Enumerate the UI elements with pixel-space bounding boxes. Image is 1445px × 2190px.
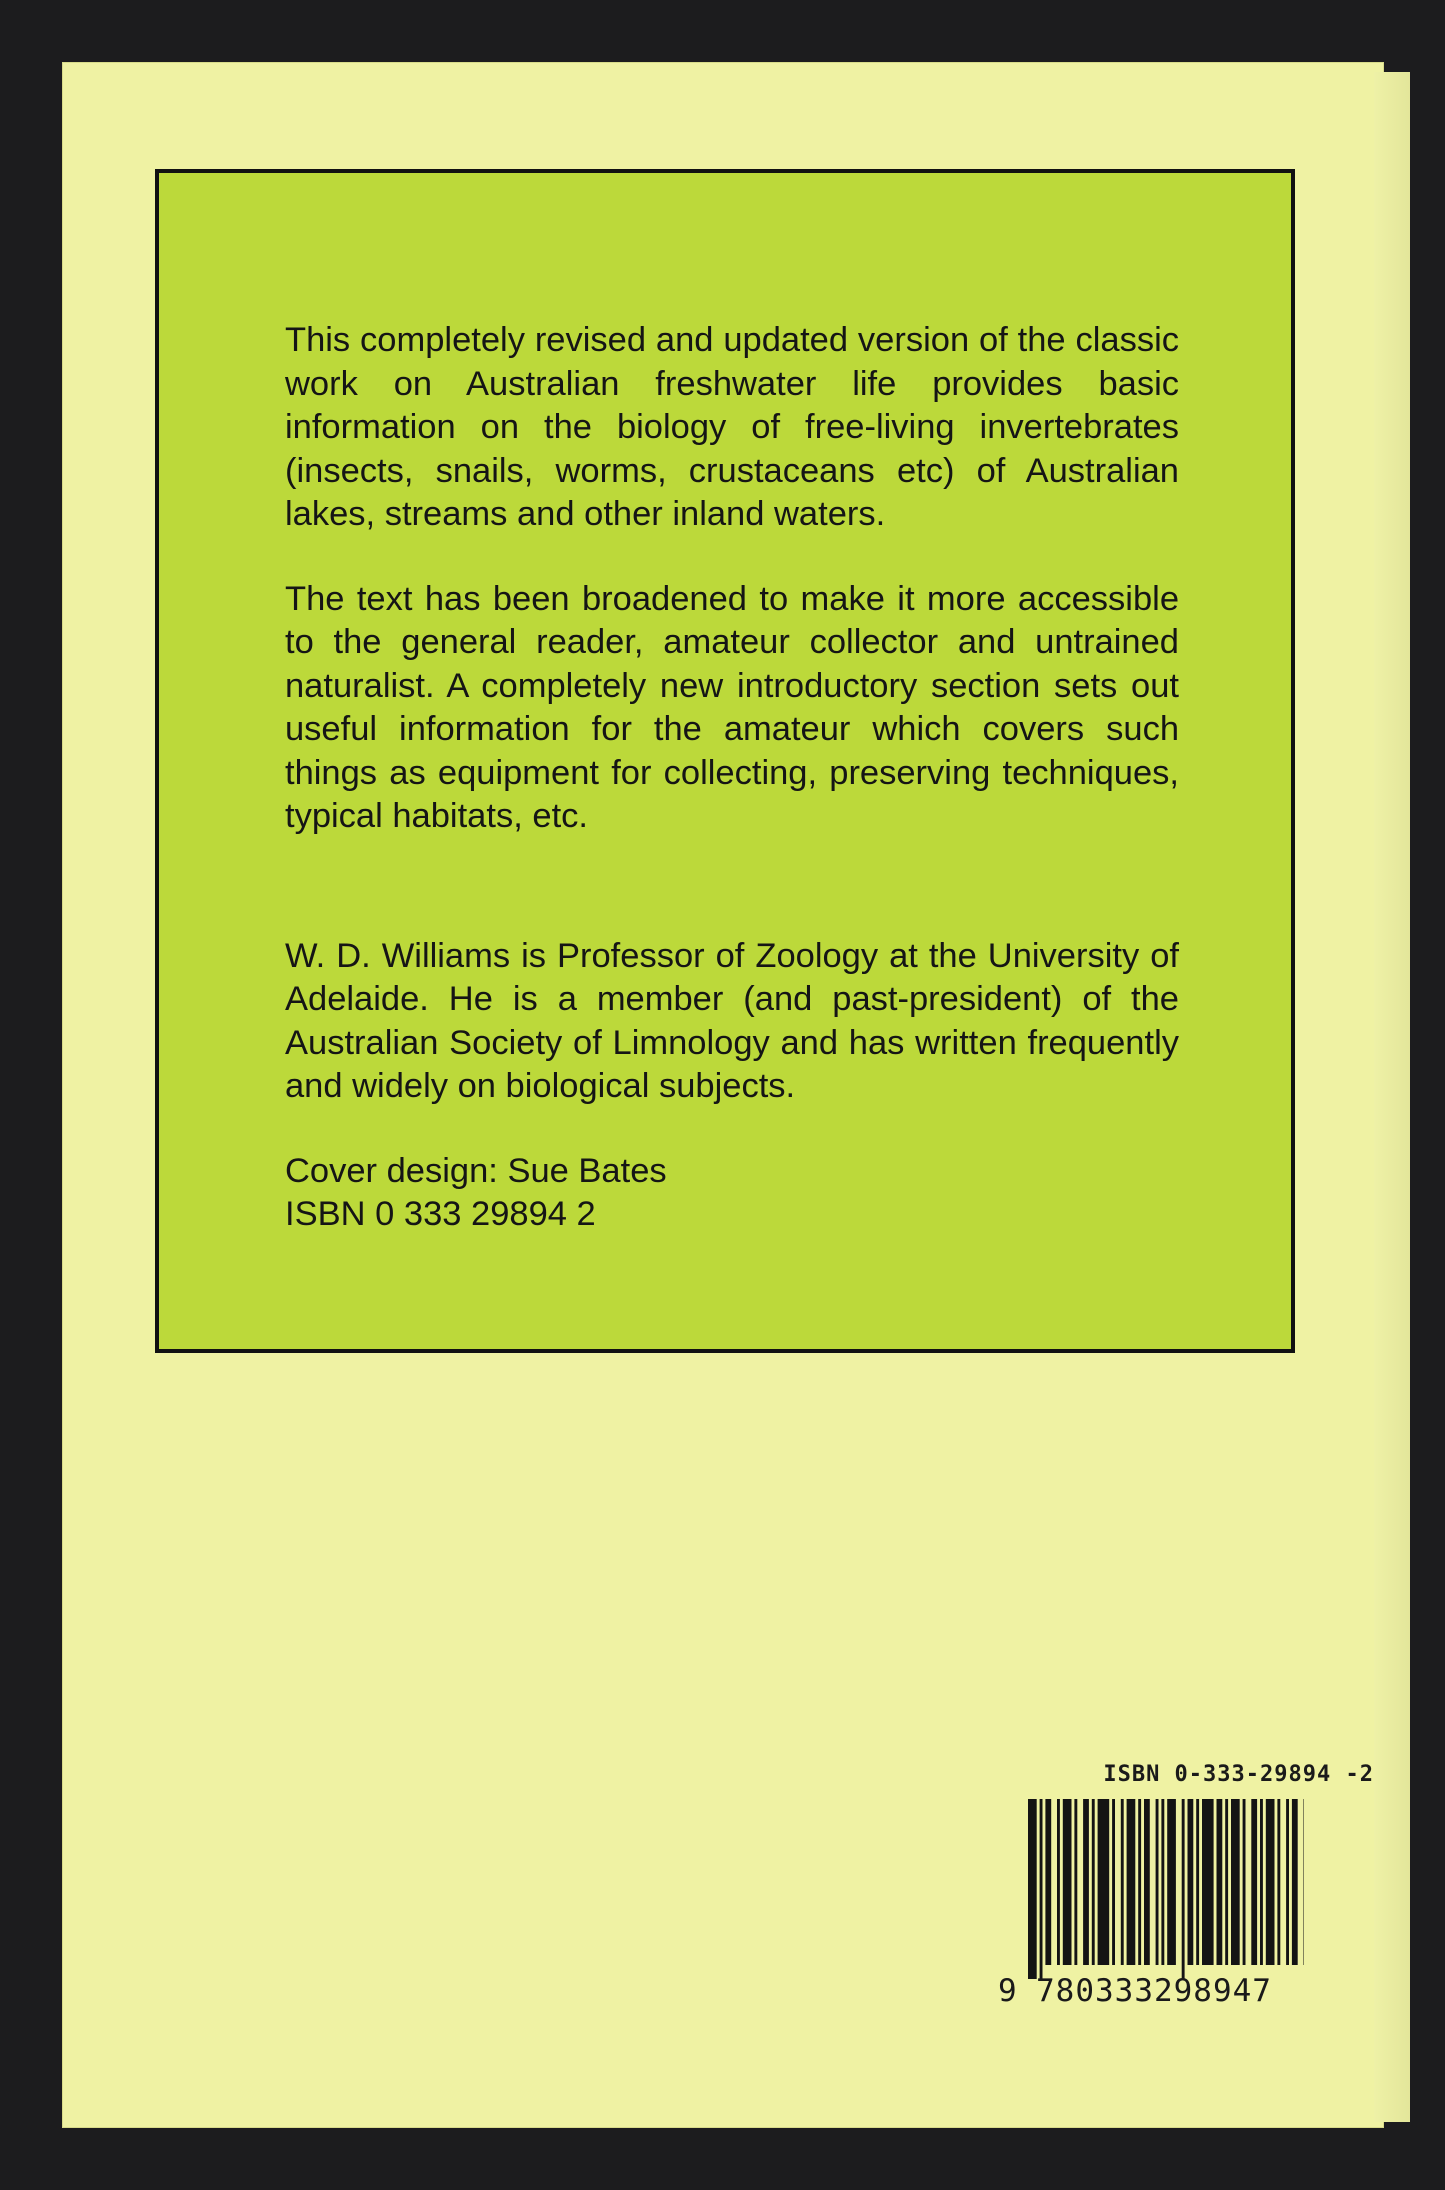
barcode-bar — [1127, 1799, 1136, 1965]
barcode-bar — [1138, 1799, 1141, 1965]
barcode-bar — [1217, 1799, 1223, 1965]
barcode-bar — [1266, 1799, 1275, 1965]
barcode-number: 780333298947 — [1036, 1973, 1272, 2009]
barcode-lead-digit: 9 — [998, 1973, 1018, 2009]
barcode-icon — [1028, 1799, 1304, 1979]
barcode-bar — [1196, 1799, 1199, 1965]
barcode-bar — [1057, 1799, 1060, 1965]
barcode-bar — [1225, 1799, 1228, 1965]
barcode-bar — [1277, 1799, 1280, 1965]
barcode-bar — [1092, 1799, 1095, 1965]
barcode-bar — [1121, 1799, 1124, 1965]
barcode-bar — [1182, 1799, 1185, 1979]
barcode-bar — [1028, 1799, 1037, 1979]
isbn-text: ISBN 0 333 29894 2 — [285, 1195, 596, 1233]
barcode-bar — [1292, 1799, 1298, 1965]
barcode-bar — [1286, 1799, 1289, 1965]
barcode-isbn-label: ISBN 0-333-29894 -2 — [1103, 1762, 1374, 1787]
barcode-bar — [1098, 1799, 1110, 1965]
cover-edge — [1374, 72, 1410, 2122]
barcode-bar — [1167, 1799, 1176, 1965]
barcode-bar — [1188, 1799, 1194, 1965]
barcode-bar — [1260, 1799, 1263, 1965]
credits — [285, 1150, 1179, 1237]
barcode-bar — [1045, 1799, 1051, 1965]
barcode-bar — [1040, 1799, 1043, 1979]
barcode-bar — [1074, 1799, 1077, 1965]
barcode-bar — [1063, 1799, 1072, 1965]
author-bio: W. D. Williams is Professor of Zoology at the University of Adelaide. He is a member (and past-president) of the Australian Society of Limnology and has written frequently and widely on biological subjects. — [285, 936, 1179, 1105]
blurb-paragraph-2: The text has been broadened to make it more accessible to the general reader, amateur collector and untrained naturalist. A completely new introductory section sets out useful information for the amateur which covers such things as equipment for collecting, preserving techniques, typical habitats, etc. — [285, 579, 1179, 835]
barcode-digits — [998, 1973, 1374, 2009]
blurb-text — [285, 319, 1179, 1237]
barcode-bar — [1304, 1799, 1305, 1965]
barcode-bar — [1112, 1799, 1115, 1965]
barcode-bar — [1243, 1799, 1246, 1965]
barcode-bar — [1161, 1799, 1164, 1965]
blurb-paragraph-1: This completely revised and updated version of the classic work on Australian freshwater life provides basic information on the biology of free-living invertebrates (insects, snails, worms, crustaceans etc) of Australian lakes, streams and other inland waters. — [285, 321, 1179, 533]
cover-design-credit: Cover design: Sue Bates — [285, 1151, 667, 1190]
blurb-panel — [155, 169, 1295, 1353]
barcode-bar — [1083, 1799, 1089, 1965]
barcode-bar — [1144, 1799, 1150, 1965]
barcode-block — [998, 1762, 1374, 2009]
barcode-bar — [1202, 1799, 1214, 1965]
book-back-cover — [62, 62, 1384, 2128]
barcode-bar — [1231, 1799, 1240, 1965]
barcode-bar — [1156, 1799, 1159, 1965]
barcode-bar — [1251, 1799, 1257, 1965]
